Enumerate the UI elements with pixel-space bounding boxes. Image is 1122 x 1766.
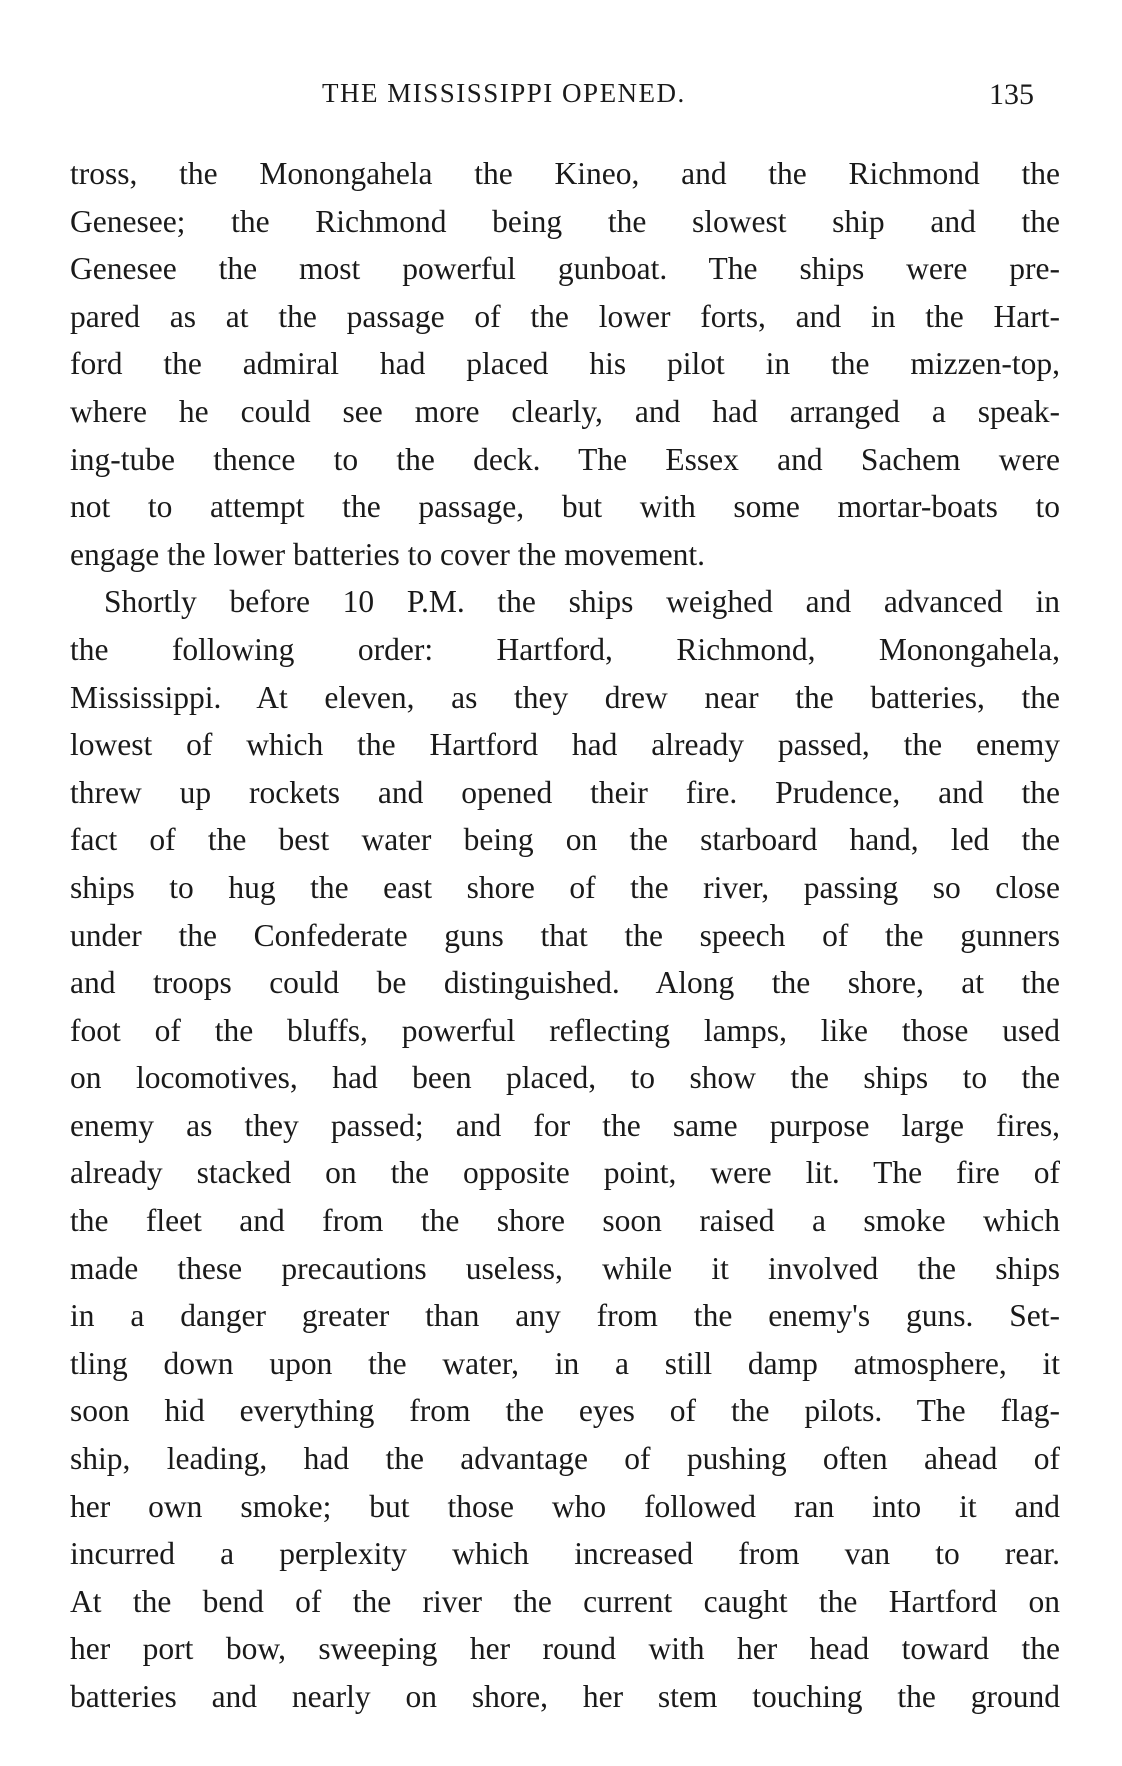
text-line: tling down upon the water, in a still damp atmosphere, it <box>70 1345 1060 1381</box>
text-line: made these precautions useless, while it involved the ships <box>70 1250 1060 1286</box>
text-line: and troops could be distinguished. Along the shore, at the <box>70 965 1060 1001</box>
text-line: the following order: Hartford, Richmond, Monongahela, <box>70 631 1060 667</box>
text-line: her port bow, sweeping her round with her head toward the <box>70 1631 1060 1667</box>
text-line: in a danger greater than any from the enemy's guns. Set- <box>70 1298 1060 1334</box>
text-line: ing-tube thence to the deck. The Essex and Sachem were <box>70 441 1060 477</box>
text-line: her own smoke; but those who followed ran into it and <box>70 1488 1060 1524</box>
text-line: Genesee; the Richmond being the slowest ship and the <box>70 203 1060 239</box>
text-line: Genesee the most powerful gunboat. The ships were pre- <box>70 251 1060 287</box>
text-line: soon hid everything from the eyes of the pilots. The flag- <box>70 1393 1060 1429</box>
text-line: tross, the Monongahela the Kineo, and the Richmond the <box>70 156 1060 191</box>
text-line: incurred a perplexity which increased from van to rear. <box>70 1536 1060 1572</box>
text-line: ships to hug the east shore of the river, passing so close <box>70 869 1060 905</box>
text-line: pared as at the passage of the lower forts, and in the Hart- <box>70 298 1060 334</box>
body-text <box>70 150 1060 1721</box>
text-line: batteries and nearly on shore, her stem touching the ground <box>70 1679 1060 1714</box>
text-line: fact of the best water being on the starboard hand, led the <box>70 822 1060 858</box>
running-title: THE MISSISSIPPI OPENED. <box>322 78 686 108</box>
text-line: the fleet and from the shore soon raised a smoke which <box>70 1203 1060 1239</box>
text-line: not to attempt the passage, but with some mortar-boats to <box>70 489 1060 525</box>
text-line: At the bend of the river the current caught the Hartford on <box>70 1583 1060 1619</box>
text-line: on locomotives, had been placed, to show the ships to the <box>70 1060 1060 1096</box>
page-number: 135 <box>989 78 1034 111</box>
text-line: already stacked on the opposite point, were lit. The fire of <box>70 1155 1060 1191</box>
text-line: enemy as they passed; and for the same purpose large fires, <box>70 1107 1060 1143</box>
text-line: where he could see more clearly, and had arranged a speak- <box>70 393 1060 429</box>
text-line: foot of the bluffs, powerful reflecting lamps, like those used <box>70 1012 1060 1048</box>
text-line: Mississippi. At eleven, as they drew near the batteries, the <box>70 679 1060 715</box>
text-line: ship, leading, had the advantage of pushing often ahead of <box>70 1441 1060 1477</box>
page-header <box>72 78 1040 118</box>
text-line: engage the lower batteries to cover the movement. <box>70 536 705 572</box>
text-line: threw up rockets and opened their fire. Prudence, and the <box>70 774 1060 810</box>
text-line: under the Confederate guns that the speech of the gunners <box>70 917 1060 953</box>
text-line: ford the admiral had placed his pilot in the mizzen-top, <box>70 346 1060 382</box>
text-line-paragraph-start: Shortly before 10 P.M. the ships weighed and advanced in <box>104 584 1060 620</box>
text-line: lowest of which the Hartford had already passed, the enemy <box>70 727 1060 763</box>
